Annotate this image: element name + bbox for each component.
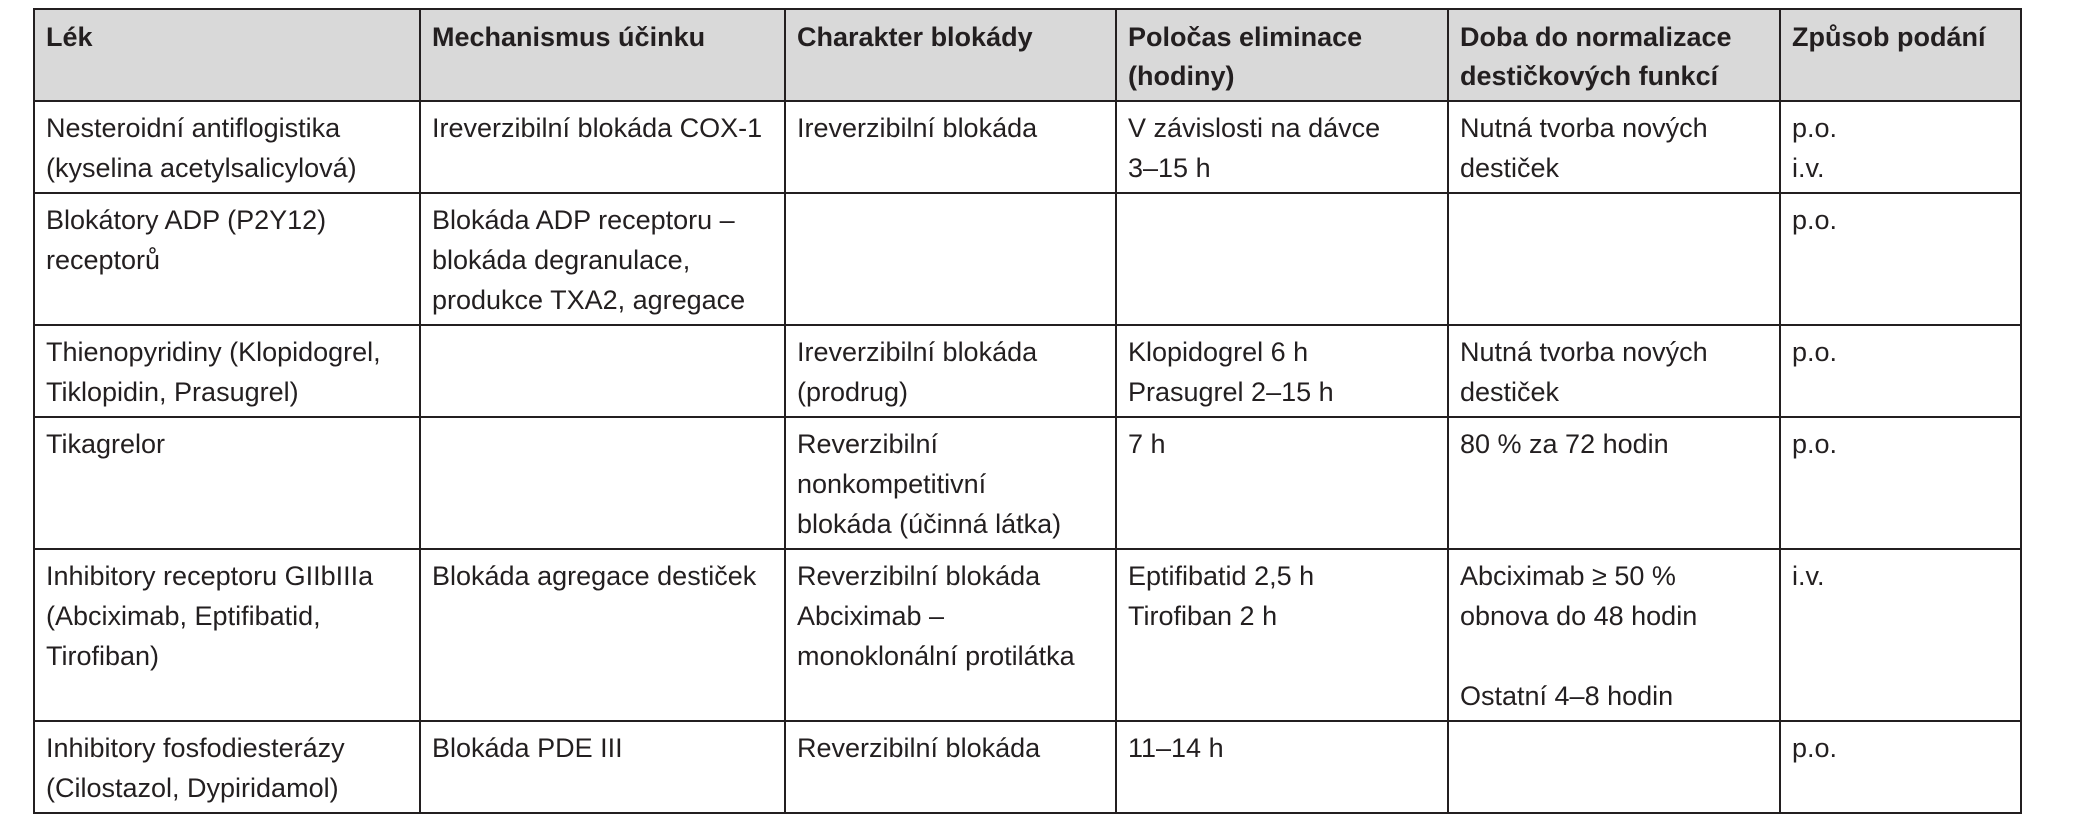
table-cell [1116,325,1448,417]
header-cell-mechanism [420,9,785,101]
cell-text: Nutná tvorba nových [1460,113,1708,143]
table-cell [420,325,785,417]
table-cell [1780,417,2021,549]
cell-text: Nesteroidní antiflogistika [46,113,341,143]
table-cell [1116,549,1448,721]
header-text: destičkových funkcí [1460,61,1719,91]
table-cell [1448,721,1780,813]
table-cell [1116,721,1448,813]
table-cell [34,549,420,721]
cell-text: Blokáda agregace destiček [432,561,757,591]
table-row [34,417,2021,549]
cell-text: 80 % za 72 hodin [1460,429,1669,459]
cell-text: Ireverzibilní blokáda COX-1 [432,113,763,143]
cell-text: obnova do 48 hodin [1460,601,1698,631]
table-cell [34,417,420,549]
table-row [34,101,2021,193]
header-text: Způsob podání [1792,22,1986,52]
cell-text: nonkompetitivní [797,469,987,499]
table-row [34,325,2021,417]
cell-text: (prodrug) [797,377,909,407]
cell-text: Ireverzibilní blokáda [797,113,1038,143]
table-cell [34,101,420,193]
cell-text: Blokátory ADP (P2Y12) [46,205,327,235]
cell-text: p.o. [1792,205,1838,235]
cell-text: Abciximab ≥ 50 % [1460,561,1676,591]
cell-text: Tikagrelor [46,429,166,459]
table-cell [1116,101,1448,193]
cell-text: receptorů [46,245,161,275]
cell-text: Tirofiban 2 h [1128,601,1278,631]
table-cell [34,721,420,813]
cell-text: p.o. [1792,337,1838,367]
antiplatelet-drugs-table [33,8,2022,814]
cell-text: V závislosti na dávce [1128,113,1381,143]
table-cell [1448,101,1780,193]
header-cell-drug [34,9,420,101]
cell-text: monoklonální protilátka [797,641,1075,671]
table-cell [34,325,420,417]
cell-text: blokáda degranulace, [432,245,691,275]
cell-text: p.o. [1792,113,1838,143]
table-cell [1116,417,1448,549]
cell-text: 11–14 h [1128,733,1224,763]
table-cell [1780,721,2021,813]
table-cell [420,417,785,549]
cell-text: Abciximab – [797,601,945,631]
cell-text: Prasugrel 2–15 h [1128,377,1334,407]
cell-text: Thienopyridiny (Klopidogrel, [46,337,381,367]
cell-text: blokáda (účinná látka) [797,509,1062,539]
table-cell [1780,325,2021,417]
header-cell-administration [1780,9,2021,101]
cell-text: Blokáda ADP receptoru – [432,205,735,235]
table-row [34,549,2021,721]
blank-line [1460,636,1769,676]
cell-text: (Abciximab, Eptifibatid, [46,601,321,631]
table-cell [34,193,420,325]
header-cell-blockade-character [785,9,1116,101]
header-text: Charakter blokády [797,22,1033,52]
table-cell [1448,417,1780,549]
table-cell [1116,193,1448,325]
table-header-row [34,9,2021,101]
cell-text: destiček [1460,153,1560,183]
cell-text: i.v. [1792,561,1825,591]
table-cell [1448,193,1780,325]
cell-text: Reverzibilní blokáda [797,733,1041,763]
header-text: Poločas eliminace [1128,22,1363,52]
cell-text: Ostatní 4–8 hodin [1460,681,1674,711]
cell-text: i.v. [1792,153,1825,183]
cell-text: destiček [1460,377,1560,407]
cell-text: Ireverzibilní blokáda [797,337,1038,367]
table-cell [785,721,1116,813]
cell-text: p.o. [1792,733,1838,763]
table-cell [1780,101,2021,193]
cell-text: Nutná tvorba nových [1460,337,1708,367]
table-cell [1448,325,1780,417]
cell-text: Tiklopidin, Prasugrel) [46,377,299,407]
table-cell [1448,549,1780,721]
cell-text: Klopidogrel 6 h [1128,337,1309,367]
cell-text: (Cilostazol, Dypiridamol) [46,773,339,803]
table-cell [785,417,1116,549]
cell-text: Reverzibilní blokáda [797,561,1041,591]
table-cell [1780,193,2021,325]
table-row [34,721,2021,813]
header-text: (hodiny) [1128,61,1235,91]
cell-text: Reverzibilní [797,429,939,459]
cell-text: (kyselina acetylsalicylová) [46,153,357,183]
table-cell [785,549,1116,721]
cell-text: produkce TXA2, agregace [432,285,746,315]
cell-text: Inhibitory fosfodiesterázy [46,733,345,763]
cell-text: 3–15 h [1128,153,1211,183]
table-cell [420,101,785,193]
cell-text: Inhibitory receptoru GIIbIIIa [46,561,374,591]
header-text: Mechanismus účinku [432,22,706,52]
cell-text: p.o. [1792,429,1838,459]
cell-text: Eptifibatid 2,5 h [1128,561,1315,591]
cell-text: 7 h [1128,429,1166,459]
table-cell [420,193,785,325]
cell-text: Blokáda PDE III [432,733,623,763]
header-text: Lék [46,22,93,52]
header-cell-half-life [1116,9,1448,101]
table-cell [420,549,785,721]
table-cell [785,101,1116,193]
header-text: Doba do normalizace [1460,22,1732,52]
header-cell-normalization-time [1448,9,1780,101]
table-cell [785,325,1116,417]
cell-text: Tirofiban) [46,641,160,671]
table-cell [785,193,1116,325]
table-cell [420,721,785,813]
table-row [34,193,2021,325]
table-cell [1780,549,2021,721]
